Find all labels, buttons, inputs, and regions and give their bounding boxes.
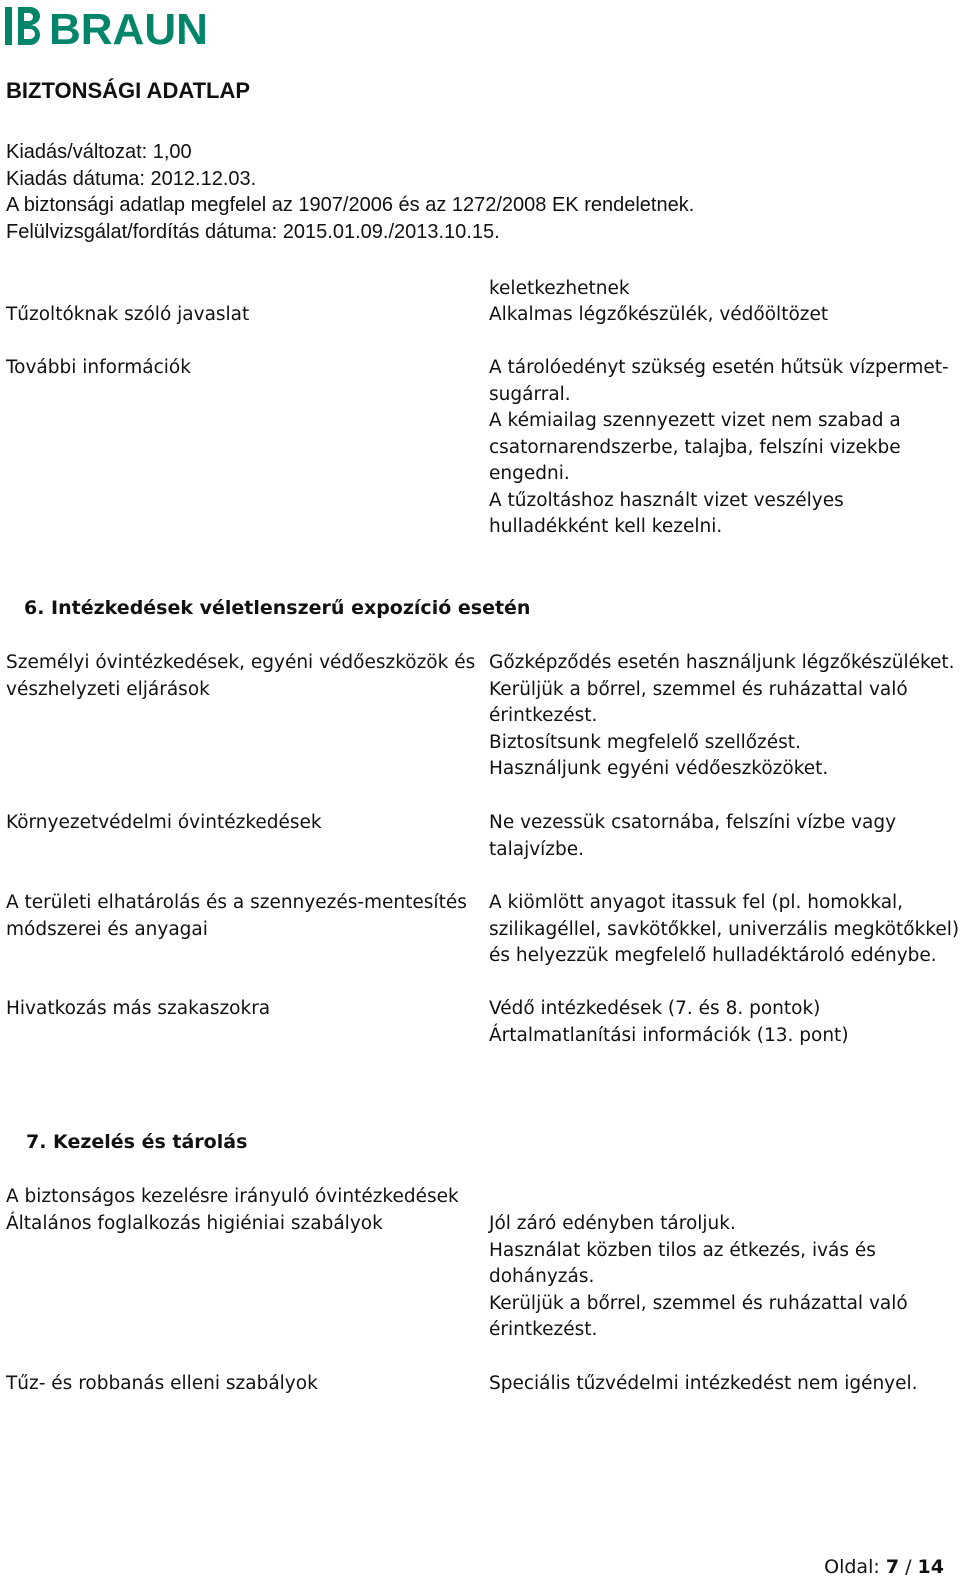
- field-label-personal-precautions: [6, 650, 475, 703]
- value-line: Gőzképződés esetén használjunk légzőkészüléket.: [489, 652, 955, 673]
- meta-issue-date: Kiadás dátuma: 2012.12.03.: [6, 168, 257, 190]
- field-label-references: Hivatkozás más szakaszokra: [6, 998, 271, 1019]
- value-line: dohányzás.: [489, 1266, 595, 1287]
- field-value-references: [489, 996, 849, 1049]
- value-line: Kerüljük a bőrrel, szemmel és ruházattal való: [489, 678, 908, 700]
- value-line: Kerüljük a bőrrel, szemmel és ruházattal való: [489, 1292, 908, 1314]
- page-indicator: [824, 1556, 944, 1578]
- section5-continuation: keletkezhetnek: [489, 278, 630, 299]
- field-label-firefighters: Tűzoltóknak szóló javaslat: [6, 304, 250, 325]
- field-value-safe-handling: [489, 1211, 908, 1344]
- value-line: A tűzoltáshoz használt vizet veszélyes: [489, 489, 844, 511]
- section7-heading: 7. Kezelés és tárolás: [26, 1131, 248, 1153]
- field-label-fire-explosion: Tűz- és robbanás elleni szabályok: [6, 1373, 318, 1394]
- meta-regulation: A biztonsági adatlap megfelel az 1907/2006 és az 1272/2008 EK rendeletnek.: [6, 194, 695, 216]
- braun-logo-mark: [5, 4, 255, 48]
- value-line: szilikagéllel, savkötőkkel, univerzális megkötőkkel): [489, 918, 960, 940]
- label-line: A biztonságos kezelésre irányuló óvintézkedések: [6, 1186, 459, 1207]
- value-line: érintkezést.: [489, 705, 598, 726]
- value-line: hulladékként kell kezelni.: [489, 516, 723, 537]
- field-label-environmental: Környezetvédelmi óvintézkedések: [6, 812, 322, 833]
- value-line: és helyezzük megfelelő hulladéktároló edénybe.: [489, 945, 937, 966]
- value-line: Védő intézkedések (7. és 8. pontok): [489, 998, 821, 1019]
- field-value-containment: [489, 890, 959, 970]
- field-value-personal-precautions: [489, 650, 955, 783]
- field-value-fire-explosion: Speciális tűzvédelmi intézkedést nem igényel.: [489, 1373, 918, 1394]
- value-line: sugárral.: [489, 383, 571, 405]
- value-line: csatornarendszerbe, talajba, felszíni vizekbe: [489, 436, 901, 458]
- value-line: Biztosítsunk megfelelő szellőzést.: [489, 731, 801, 753]
- field-label-safe-handling: [6, 1184, 459, 1237]
- label-line: Általános foglalkozás higiéniai szabályok: [6, 1212, 383, 1234]
- value-line: Ne vezessük csatornába, felszíni vízbe vagy: [489, 812, 897, 833]
- value-line: Használat közben tilos az étkezés, ivás és: [489, 1239, 876, 1261]
- page-current: 7: [885, 1556, 900, 1578]
- field-label-further-info: További információk: [6, 357, 191, 378]
- value-line: érintkezést.: [489, 1319, 598, 1340]
- field-value-further-info: [489, 355, 949, 541]
- value-line: Használjunk egyéni védőeszközöket.: [489, 758, 829, 779]
- label-line: vészhelyzeti eljárások: [6, 678, 210, 700]
- field-label-containment: [6, 890, 467, 943]
- value-line: A kémiailag szennyezett vizet nem szabad a: [489, 410, 901, 431]
- document-title: BIZTONSÁGI ADATLAP: [6, 78, 251, 103]
- label-line: módszerei és anyagai: [6, 918, 208, 940]
- meta-revision-date: Felülvizsgálat/fordítás dátuma: 2015.01.09./2013.10.15.: [6, 221, 500, 243]
- value-line: talajvízbe.: [489, 838, 585, 860]
- label-line: Személyi óvintézkedések, egyéni védőeszközök és: [6, 652, 476, 673]
- page-separator: /: [905, 1556, 912, 1578]
- value-line: Jól záró edényben tároljuk.: [489, 1213, 736, 1234]
- field-value-environmental: [489, 810, 896, 863]
- meta-version: Kiadás/változat: 1,00: [6, 141, 192, 163]
- value-line: engedni.: [489, 463, 570, 484]
- label-line: A területi elhatárolás és a szennyezés-mentesítés: [6, 892, 467, 913]
- braun-logo: [5, 4, 255, 53]
- value-line: A kiömlött anyagot itassuk fel (pl. homokkal,: [489, 892, 904, 913]
- field-value-firefighters: Alkalmas légzőkészülék, védőöltözet: [489, 304, 829, 325]
- section6-heading: 6. Intézkedések véletlenszerű expozíció esetén: [24, 597, 531, 619]
- value-line: Ártalmatlanítási információk (13. pont): [489, 1024, 849, 1046]
- page-total: 14: [917, 1556, 944, 1578]
- brand-name: BRAUN: [49, 5, 208, 48]
- value-line: A tárolóedényt szükség esetén hűtsük vízpermet-: [489, 357, 949, 378]
- page-label: Oldal:: [824, 1556, 880, 1578]
